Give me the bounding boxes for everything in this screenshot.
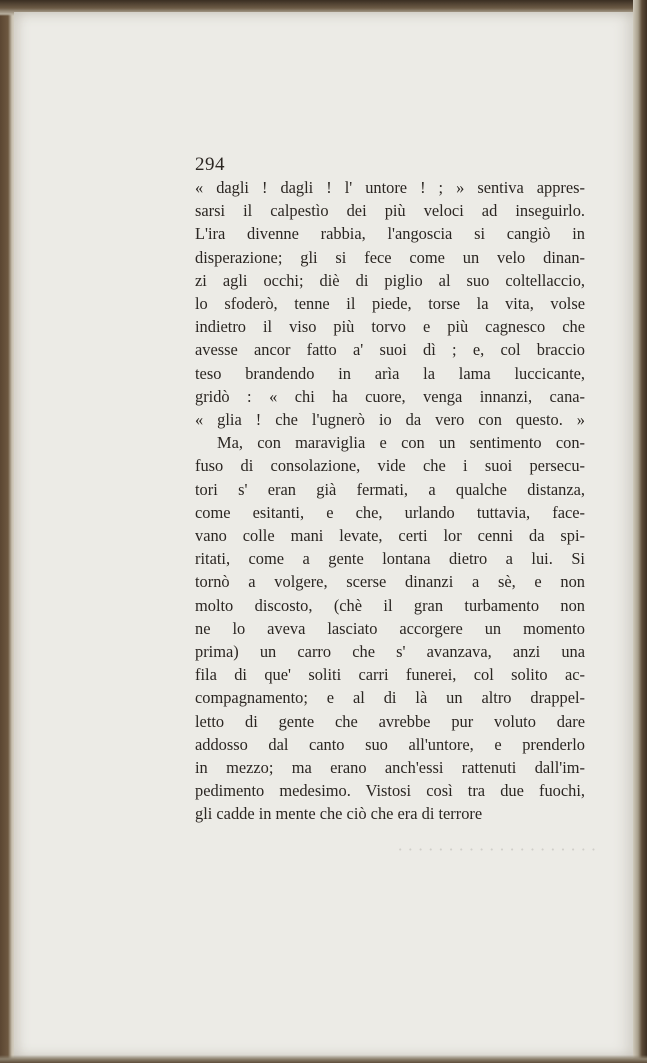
text-line: in mezzo; ma erano anch'essi rattenuti dall'im- bbox=[195, 758, 585, 778]
text-line: pedimento medesimo. Vistosi così tra due fuochi, bbox=[195, 781, 585, 801]
text-line: indietro il viso più torvo e più cagnesco che bbox=[195, 317, 585, 337]
text-line: avesse ancor fatto a' suoi dì ; e, col braccio bbox=[195, 340, 585, 360]
text-line: come esitanti, e che, urlando tuttavia, face- bbox=[195, 502, 585, 522]
text-line: compagnamento; e al di là un altro drappel- bbox=[195, 688, 585, 708]
page-number: 294 bbox=[195, 154, 225, 175]
text-line: fuso di consolazione, vide che i suoi persecu- bbox=[195, 456, 585, 476]
book-spine-edge bbox=[633, 0, 647, 1063]
text-line: disperazione; gli si fece come un velo dinan- bbox=[195, 247, 585, 267]
paragraph-start-line: Ma, con maraviglia e con un sentimento con- bbox=[217, 433, 585, 453]
text-line: L'ira divenne rabbia, l'angoscia si cangiò in bbox=[195, 224, 585, 244]
text-line: gli cadde in mente che ciò che era di terrore bbox=[195, 804, 483, 824]
text-line: « glia ! che l'ugnerò io da vero con questo. » bbox=[195, 410, 585, 430]
text-line: zi agli occhi; diè di piglio al suo coltellaccio, bbox=[195, 270, 585, 290]
text-line: gridò : « chi ha cuore, venga innanzi, cana- bbox=[195, 386, 585, 406]
text-line: vano colle mani levate, certi lor cenni da spi- bbox=[195, 526, 585, 546]
text-line: tori s' eran già fermati, a qualche distanza, bbox=[195, 479, 585, 499]
page-text bbox=[195, 154, 585, 826]
text-line: addosso dal canto suo all'untore, e prenderlo bbox=[195, 734, 585, 754]
text-line: ne lo aveva lasciato accorgere un momento bbox=[195, 618, 585, 638]
text-line: molto discosto, (chè il gran turbamento non bbox=[195, 595, 585, 615]
text-line: lo sfoderò, tenne il piede, torse la vita, volse bbox=[195, 294, 585, 314]
text-line: « dagli ! dagli ! l' untore ! ; » sentiva appres- bbox=[195, 178, 585, 197]
show-through-ink: · · · · · · · · · · · · · · · · · · · · bbox=[397, 840, 596, 859]
text-line: prima) un carro che s' avanzava, anzi una bbox=[195, 642, 585, 662]
text-line: fila di que' soliti carri funerei, col solito ac- bbox=[195, 665, 585, 685]
text-line: teso brandendo in arìa la lama luccicante, bbox=[195, 363, 585, 383]
page-bottom-edge bbox=[0, 1055, 647, 1063]
text-line: ritati, come a gente lontana dietro a lui. Si bbox=[195, 549, 585, 569]
text-line: tornò a volgere, scerse dinanzi a sè, e non bbox=[195, 572, 585, 592]
text-line: sarsi il calpestìo dei più veloci ad inseguirlo. bbox=[195, 201, 585, 221]
text-line: letto di gente che avrebbe pur voluto dare bbox=[195, 711, 585, 731]
